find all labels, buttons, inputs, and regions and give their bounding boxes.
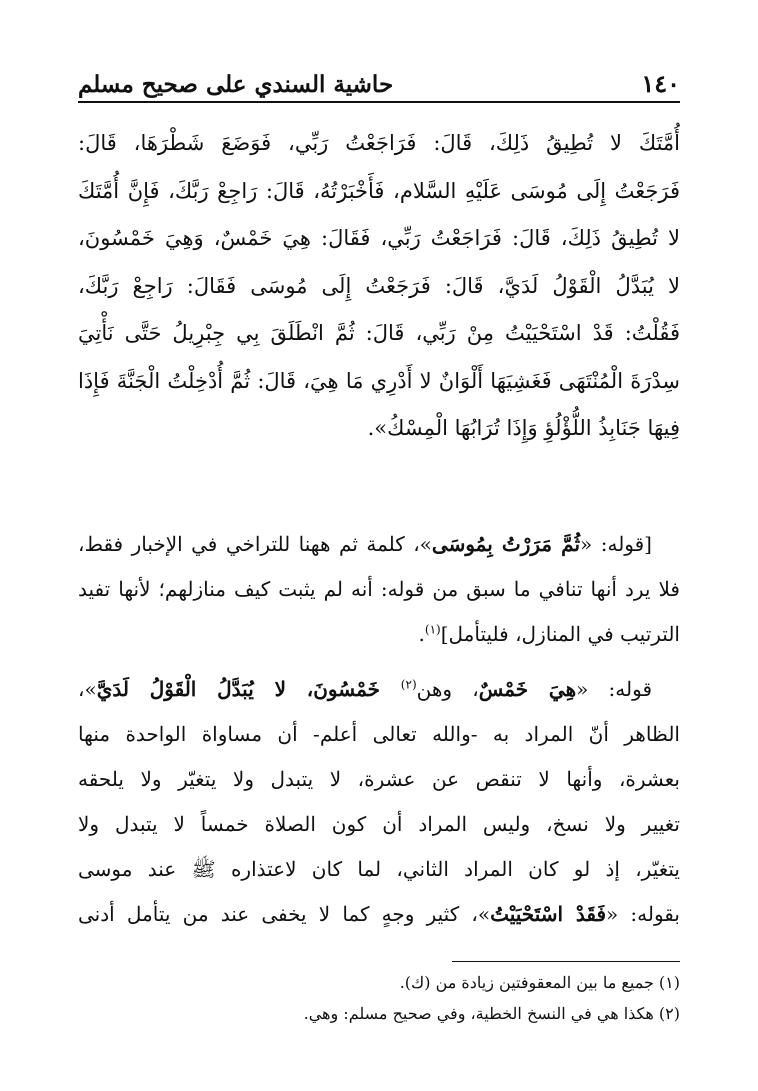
footnote-ref-1[interactable]: (١): [424, 622, 441, 637]
comment1-prefix: [قوله: «: [580, 532, 652, 556]
comment2-close: »،: [78, 677, 97, 701]
hadith-line-5: فَقُلْتُ: قَدْ اسْتَحْيَيْتُ مِنْ رَبِّي، قَالَ: ثُمَّ انْطَلَقَ بِي جِبْرِيلُ حَتَّى نَأْتِيَ: [78, 321, 680, 345]
hadith-line-1: أُمَّتَكَ لا تُطِيقُ ذَلِكَ، قَالَ: فَرَاجَعْتُ رَبِّي، فَوَضَعَ شَطْرَهَا، قَالَ:: [78, 131, 680, 155]
page-number: ١٤٠: [641, 69, 680, 98]
footnote-rule: [452, 961, 680, 962]
footnotes: [78, 967, 680, 1029]
footnote-1: (١) جميع ما بين المعقوفتين زيادة من (ك).: [399, 973, 680, 992]
running-title: حاشية السندي على صحيح مسلم: [78, 71, 394, 98]
hadith-text: [78, 120, 680, 453]
comment2-last-rest: »، كثير وجهٍ كما لا يخفى عند من يتأمل أدنى: [78, 902, 491, 926]
comment2-line-1: [78, 667, 680, 712]
commentary: [78, 522, 680, 937]
comment2-prefix: قوله: «: [576, 677, 653, 701]
comment2-quote-a: هِيَ خَمْسٌ: [478, 677, 577, 701]
comment2-line-2: الظاهر أنّ المراد به -والله تعالى أعلم- أن مساواة الواحدة منها: [78, 722, 680, 746]
hadith-line-3: لا تُطِيقُ ذَلِكَ، قَالَ: فَرَاجَعْتُ رَبِّي، فَقَالَ: هِيَ خَمْسٌ، وَهِيَ خَمْسُونَ،: [78, 226, 680, 250]
comment1-line-2: فلا يرد أنها تنافي ما سبق من قوله: أنه لم يثبت كيف منازلهم؛ لأنها تفيد: [78, 577, 680, 601]
hadith-line-7: فِيهَا جَنَابِذُ اللُّؤْلُؤِ وَإِذَا تُرَابُهَا الْمِسْكُ».: [367, 416, 680, 440]
hadith-line-4: لا يُبَدَّلُ الْقَوْلُ لَدَيَّ، قَالَ: فَرَجَعْتُ إِلَى مُوسَى فَقَالَ: رَاجِعْ رَبَّكَ،: [78, 273, 680, 298]
comment2-mid: ، وهن: [416, 677, 479, 701]
comment2-line-6: [78, 892, 680, 937]
footnote-2: (٢) هكذا هي في النسخ الخطية، وفي صحيح مسلم: وهي.: [303, 1004, 680, 1023]
hadith-line-2: فَرَجَعْتُ إِلَى مُوسَى عَلَيْهِ السَّلام، فَأَخْبَرْتُهُ، قَالَ: رَاجِعْ رَبَّكَ، فَإِنَّ أُمَّتَكَ: [78, 178, 680, 203]
header-rule: [78, 101, 680, 103]
footnote-ref-2[interactable]: (٢): [400, 677, 417, 692]
running-header: [78, 58, 680, 98]
comment1-line1-rest: »، كلمة ثم ههنا للتراخي في الإخبار فقط،: [78, 532, 432, 556]
comment1-line-3: [78, 612, 680, 657]
comment1-quote: ثُمَّ مَرَرْتُ بِمُوسَى: [431, 532, 581, 556]
comment1-line3-text: الترتيب في المنازل، فليتأمل]: [440, 622, 680, 646]
paragraph-gap: [78, 657, 680, 667]
comment2-line-4: تغيير ولا نسخ، وليس المراد أن كون الصلاة خمساً لا يتبدل ولا: [78, 812, 680, 836]
comment2-line-3: بعشرة، وأنها لا تنقص عن عشرة، لا يتبدل ولا يتغيّر ولا يلحقه: [78, 767, 680, 791]
comment1-line-1: [78, 522, 680, 567]
comment2-quote-b: خَمْسُونَ، لا يُبَدَّلُ الْقَوْلُ لَدَيَّ: [96, 677, 401, 701]
comment2-line-5: يتغيّر، إذ لو كان المراد الثاني، لما كان لاعتذاره ﷺ عند موسى: [78, 857, 680, 881]
comment2-last-quote: فَقَدْ اسْتَحْيَيْتُ: [490, 902, 607, 926]
hadith-line-6: سِدْرَةَ الْمُنْتَهَى فَغَشِيَهَا أَلْوَانٌ لا أَدْرِي مَا هِيَ، قَالَ: ثُمَّ أُدْخِلْتُ الْجَنَّةَ فَإِذَا: [78, 368, 680, 393]
comment2-last-prefix: بقوله: «: [606, 902, 680, 926]
comment1-line3-end: .: [418, 622, 425, 646]
